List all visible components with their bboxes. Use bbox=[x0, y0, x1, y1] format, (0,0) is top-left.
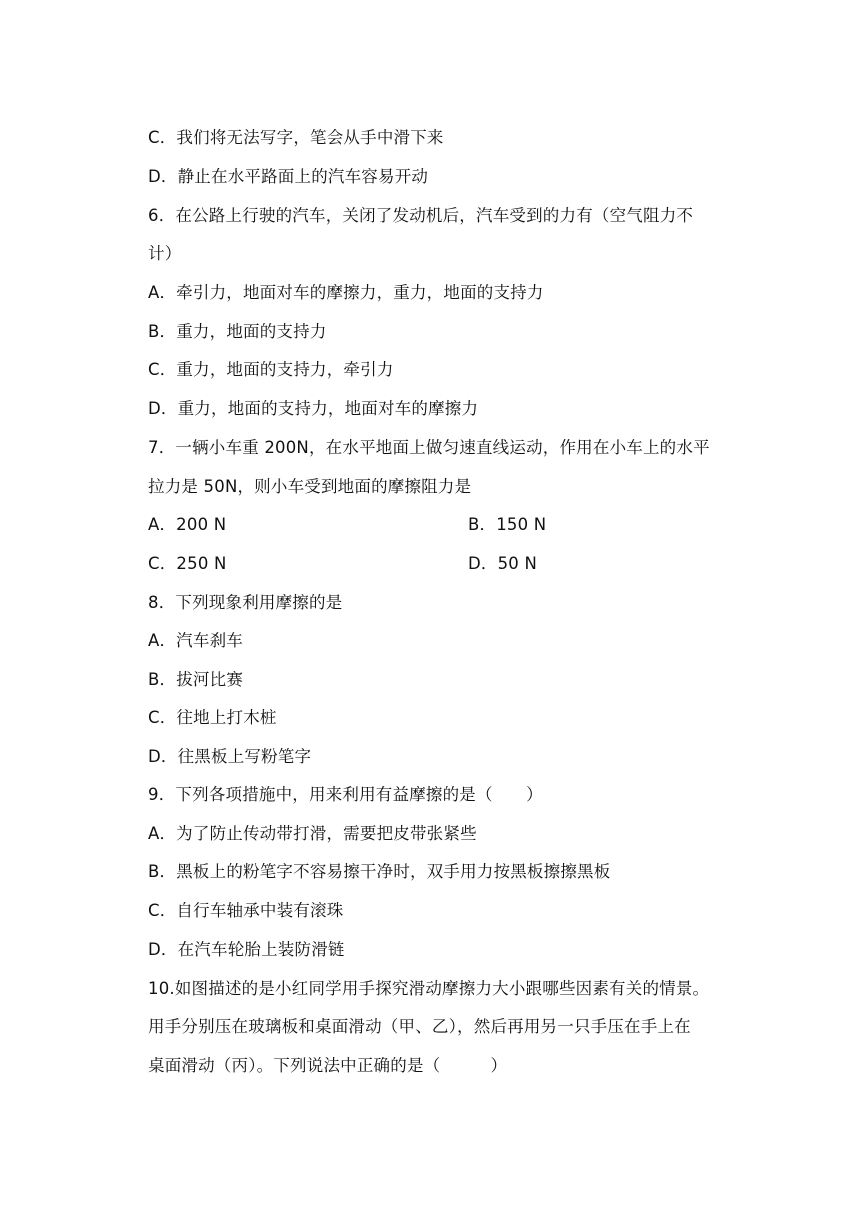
q5-option-c: C．我们将无法写字，笔会从手中滑下来 bbox=[148, 128, 444, 147]
q8-option-d: D．往黑板上写粉笔字 bbox=[148, 747, 312, 766]
q9-option-c: C．自行车轴承中装有滚珠 bbox=[148, 901, 344, 920]
q7-option-c: C．250 N bbox=[148, 554, 227, 573]
q7-options-row1 bbox=[148, 514, 547, 536]
q9-option-a: A．为了防止传动带打滑，需要把皮带张紧些 bbox=[148, 824, 477, 843]
q6-stem-line1: 6．在公路上行驶的汽车，关闭了发动机后，汽车受到的力有（空气阻力不 bbox=[148, 206, 694, 225]
q6-option-b: B．重力，地面的支持力 bbox=[148, 322, 327, 341]
q8-option-b: B．拔河比赛 bbox=[148, 670, 244, 689]
q7-stem-line1: 7．一辆小车重 200N，在水平地面上做匀速直线运动，作用在小车上的水平 bbox=[148, 438, 710, 457]
q6-stem-line2: 计） bbox=[148, 244, 182, 263]
q7-option-b: B．150 N bbox=[468, 515, 547, 534]
q9-option-d: D．在汽车轮胎上装防滑链 bbox=[148, 940, 345, 959]
q9-stem: 9．下列各项措施中，用来利用有益摩擦的是（ ） bbox=[148, 785, 543, 804]
q10-stem-line3: 桌面滑动（丙）。下列说法中正确的是（ ） bbox=[148, 1056, 508, 1075]
q7-options-row2 bbox=[148, 553, 537, 575]
q9-option-b: B．黑板上的粉笔字不容易擦干净时，双手用力按黑板擦擦黑板 bbox=[148, 862, 611, 881]
q10-stem-line1: 10.如图描述的是小红同学用手探究滑动摩擦力大小跟哪些因素有关的情景。 bbox=[148, 979, 710, 998]
q7-option-d: D．50 N bbox=[468, 554, 537, 573]
q5-option-d: D．静止在水平路面上的汽车容易开动 bbox=[148, 167, 429, 186]
q8-stem: 8．下列现象利用摩擦的是 bbox=[148, 593, 343, 612]
q6-option-a: A．牵引力，地面对车的摩擦力，重力，地面的支持力 bbox=[148, 283, 544, 302]
q6-option-d: D．重力，地面的支持力，地面对车的摩擦力 bbox=[148, 399, 479, 418]
q6-option-c: C．重力，地面的支持力，牵引力 bbox=[148, 360, 394, 379]
q7-stem-line2: 拉力是 50N，则小车受到地面的摩擦阻力是 bbox=[148, 477, 472, 496]
q7-option-a: A．200 N bbox=[148, 515, 227, 534]
q8-option-a: A．汽车刹车 bbox=[148, 631, 243, 650]
q10-stem-line2: 用手分别压在玻璃板和桌面滑动（甲、乙），然后再用另一只手压在手上在 bbox=[148, 1017, 691, 1036]
q8-option-c: C．往地上打木桩 bbox=[148, 708, 277, 727]
